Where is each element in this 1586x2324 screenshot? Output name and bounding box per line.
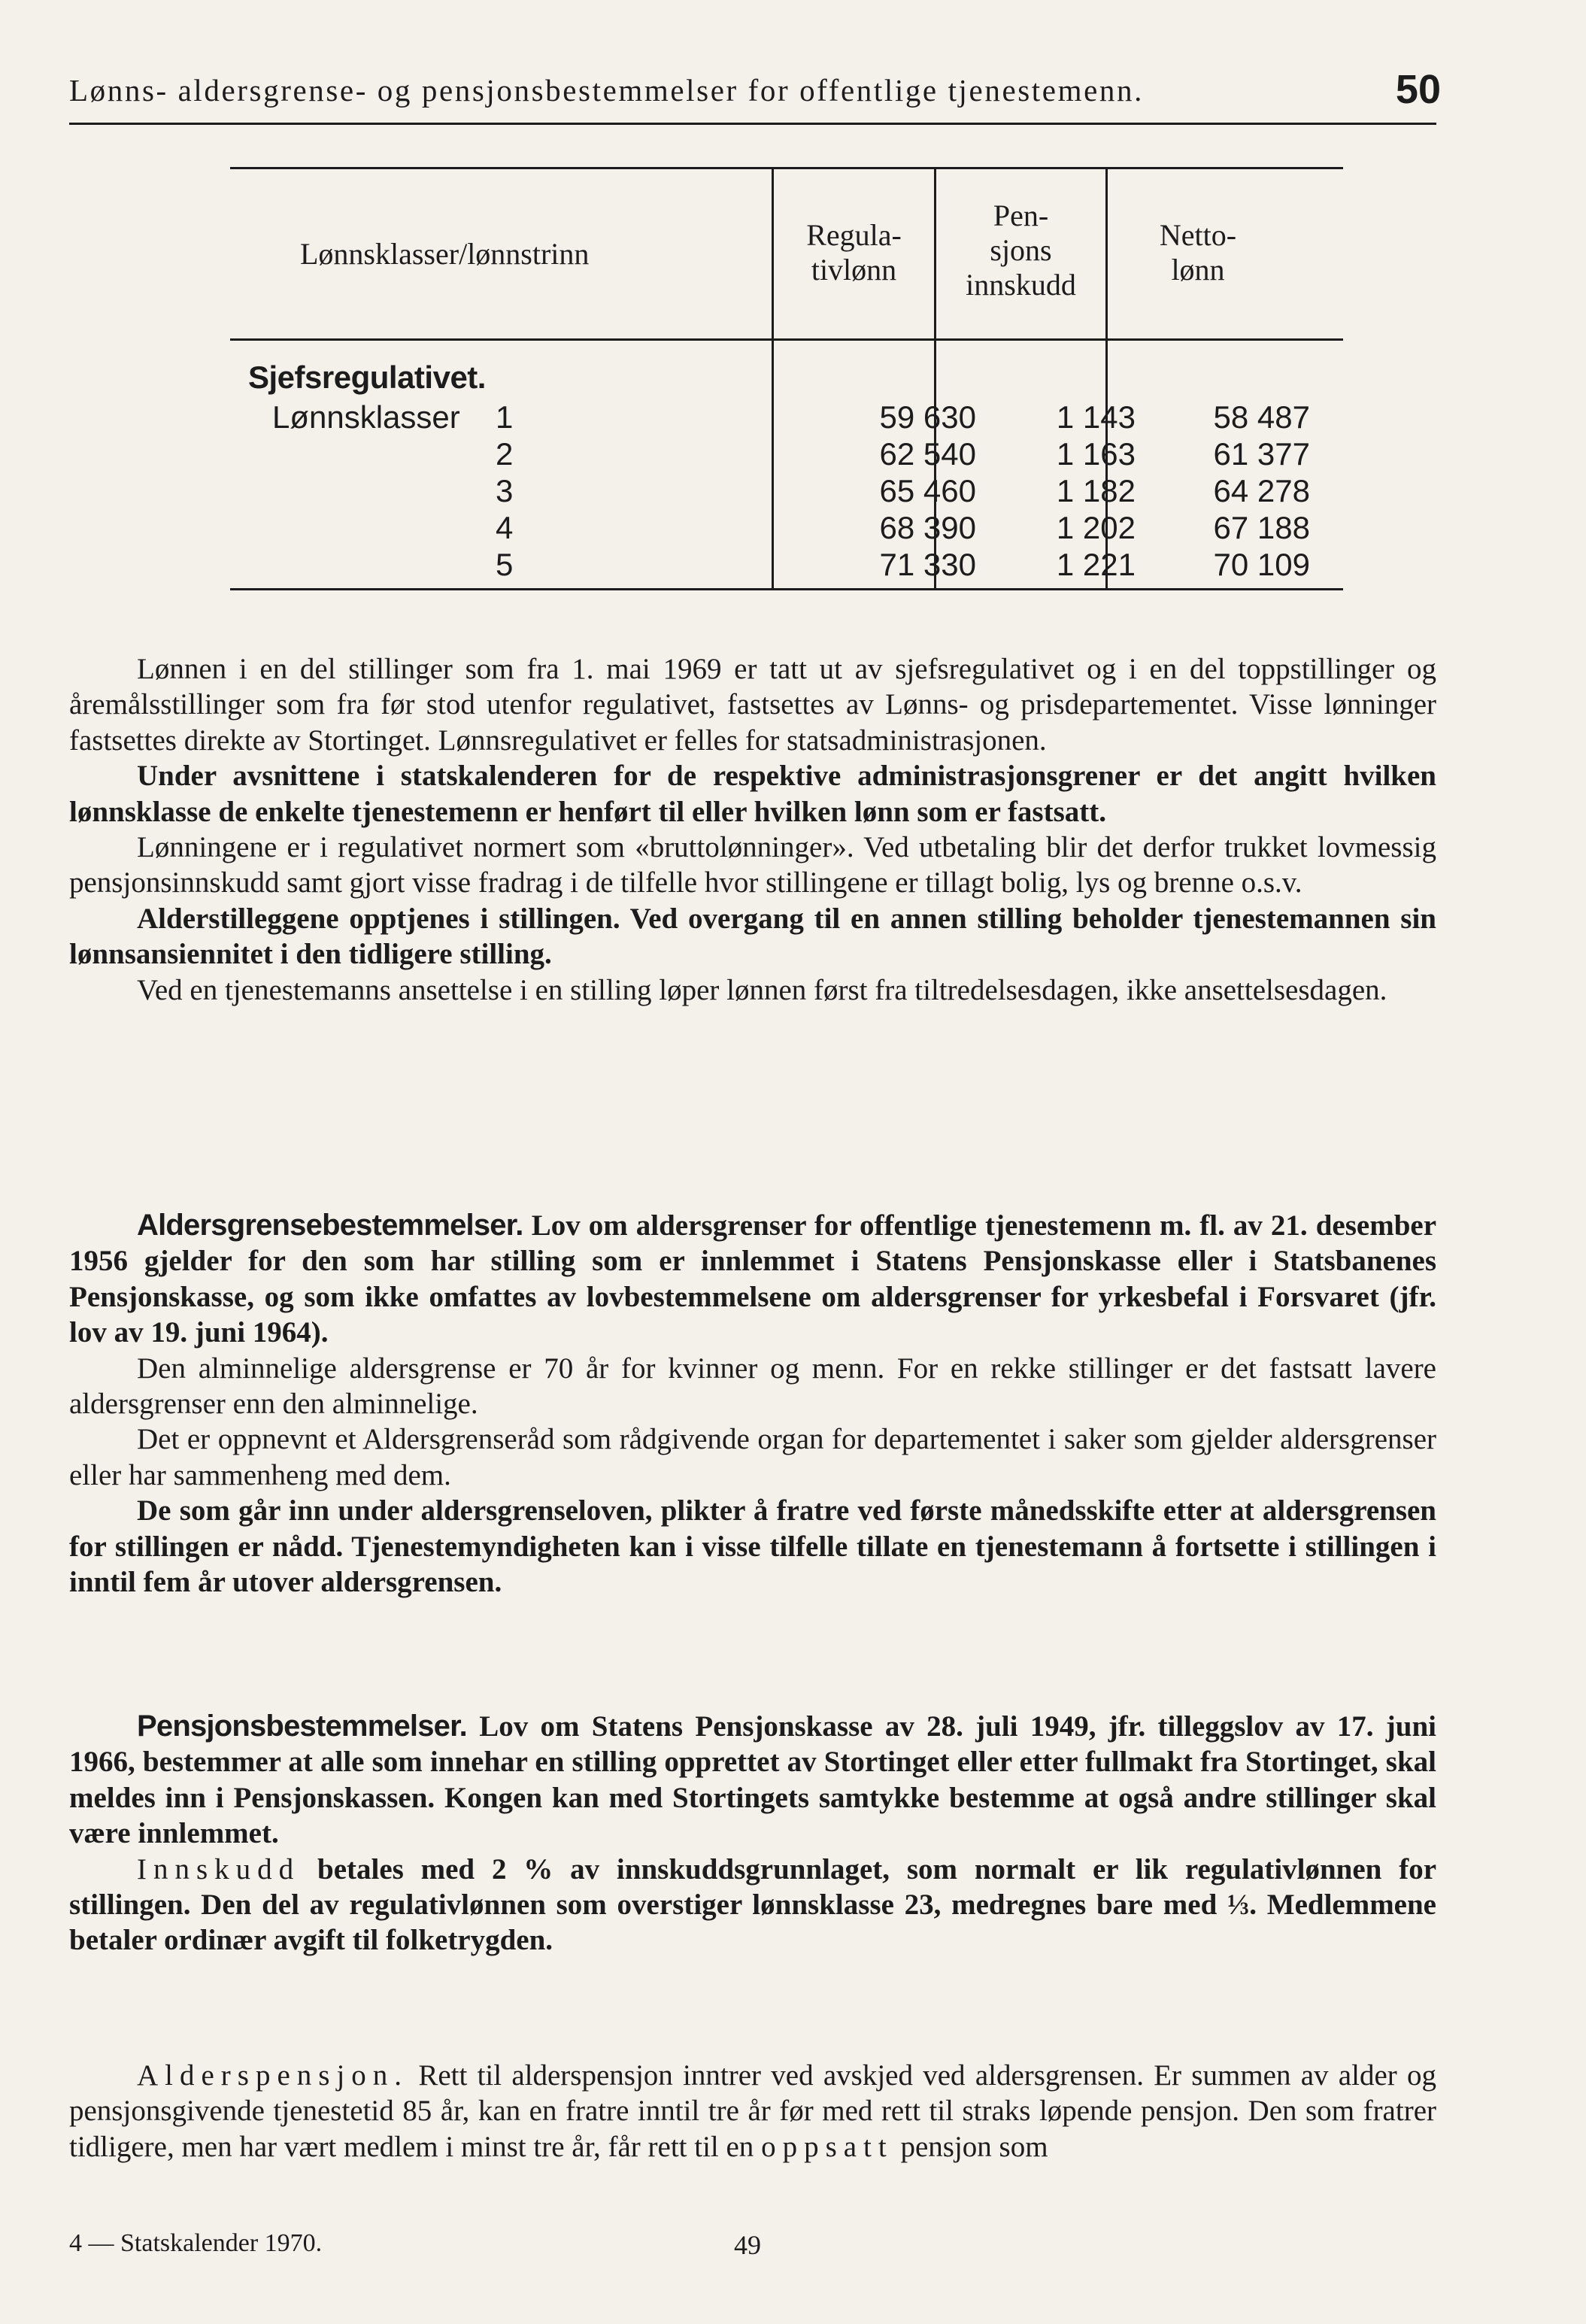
paragraph: Rett til alderspensjon inntrer ved avskjed ved aldersgrensen. Er summen av alder og pensjonsgivende tjenestetid 85 år, kan en fratre inntil tre år før med rett til straks løpende pensjon. Den som fratrer tidligere, men har vært medlem i minst tre år, får rett til en (69, 2059, 1436, 2163)
term-alderspensjon: Alderspensjon. (137, 2059, 409, 2092)
body-section-aldersgrense (69, 1208, 1436, 1600)
paragraph: Den alminnelige aldersgrense er 70 år for kvinner og menn. For en rekke stillinger er det fastsatt lavere aldersgrenser enn den alminnelige. (69, 1352, 1436, 1421)
term-oppsatt: oppsatt (761, 2130, 893, 2163)
column-header-regulativ: Regula- tivlønn (806, 218, 902, 287)
paragraph: Lønningene er i regulativet normert som «bruttolønninger». Ved utbetaling blir det derfor trukket lovmessig pensjonsinnskudd samt gjort visse fradrag i de tilfelle hvor stillingene er tillagt bolig, lys og brenne o.s.v. (69, 831, 1436, 900)
table-section-title: Sjefsregulativet. (248, 360, 486, 395)
body-section-alderspensjon (69, 2058, 1436, 2165)
term-innskudd: Innskudd (137, 1852, 301, 1886)
table-top-rule (230, 167, 1343, 169)
column-header-pensjon: Pen- sjons innskudd (966, 199, 1076, 302)
paragraph: Lønnen i en del stillinger som fra 1. mai 1969 er tatt ut av sjefsregulativet og i en del toppstillinger og åremålsstillinger som fra før stod utenfor regulativet, fastsettes av Lønns- og prisdepartementet. Visse lønninger fastsettes direkte av Stortinget. Lønnsregulativet er felles for statsadministrasjonen. (69, 653, 1436, 757)
paragraph: Lov om Statens Pensjonskasse av 28. juli 1949, jfr. tilleggslov av 17. juni 1966, bestemmer at alle som innehar en stilling opprettet av Stortinget eller etter fullmakt fra Stortinget, skal meldes inn i Pensjonskassen. Kongen kan med Stortingets samtykke bestemme at også andre stillinger skal være innlemmet. (69, 1710, 1437, 1850)
page-number: 50 (1395, 67, 1441, 112)
column-header-netto: Netto- lønn (1159, 218, 1237, 287)
header-rule (69, 123, 1436, 125)
paragraph: Ved en tjenestemanns ansettelse i en stilling løper lønnen først fra tiltredelsesdagen, ikke ansettelsesdagen. (137, 973, 1387, 1006)
paragraph: Det er oppnevnt et Aldersgrenseråd som rådgivende organ for departementet i saker som gjelder aldersgrenser eller har sammenheng med dem. (69, 1423, 1436, 1491)
paragraph: pensjon som (900, 2130, 1048, 2163)
body-section-pensjon (69, 1709, 1436, 1958)
footer-page-number: 49 (734, 2230, 761, 2260)
table-header-rule (230, 338, 1343, 341)
column-divider (772, 340, 774, 588)
paragraph: betales med 2 % av innskuddsgrunnlaget, som normalt er lik regulativlønnen for stillingen. Den del av regulativlønnen som overstiger lønnsklasse 23, medregnes bare med ⅓. Medlemmene betaler ordinær avgift til folketrygden. (69, 1852, 1436, 1957)
row-label: Lønnsklasser (272, 399, 460, 435)
table-bottom-rule (230, 588, 1343, 590)
column-header-label: Lønnsklasser/lønnstrinn (300, 237, 590, 271)
section-heading-aldersgrense: Aldersgrensebestemmelser. (137, 1209, 523, 1242)
header-title: Lønns- aldersgrense- og pensjonsbestemmelser for offentlige tjenestemenn. (69, 73, 1144, 108)
paragraph: Lov om aldersgrenser for offentlige tjenestemenn m. fl. av 21. desember 1956 gjelder for den som har stilling som er innlemmet i Statens Pensjonskasse eller i Statsbanenes Pensjonskasse, og som ikke omfattes av lovbestemmelsene om aldersgrenser for yrkesbefal i Forsvaret (jfr. lov av 19. juni 1964). (69, 1209, 1437, 1349)
page-footer (69, 2229, 1436, 2267)
body-section-salary (69, 651, 1436, 1008)
running-header (69, 66, 1441, 126)
footer-signature: 4 — Statskalender 1970. (69, 2229, 323, 2257)
paragraph: De som går inn under aldersgrenseloven, plikter å fratre ved første månedsskifte etter at aldersgrensen for stillingen er nådd. Tjenestemyndigheten kan i visse tilfelle tillate en tjenestemann å fortsette i stillingen i inntil fem år utover aldersgrensen. (69, 1494, 1436, 1599)
section-heading-pensjon: Pensjonsbestemmelser. (137, 1710, 467, 1743)
paragraph: Alderstilleggene opptjenes i stillingen. Ved overgang til en annen stilling beholder tjenestemannen sin lønnsansiennitet i den tidligere stilling. (69, 902, 1436, 971)
paragraph: Under avsnittene i statskalenderen for de respektive administrasjonsgrener er det angitt hvilken lønnsklasse de enkelte tjenestemenn er henført til eller hvilken lønn som er fastsatt. (69, 760, 1436, 828)
